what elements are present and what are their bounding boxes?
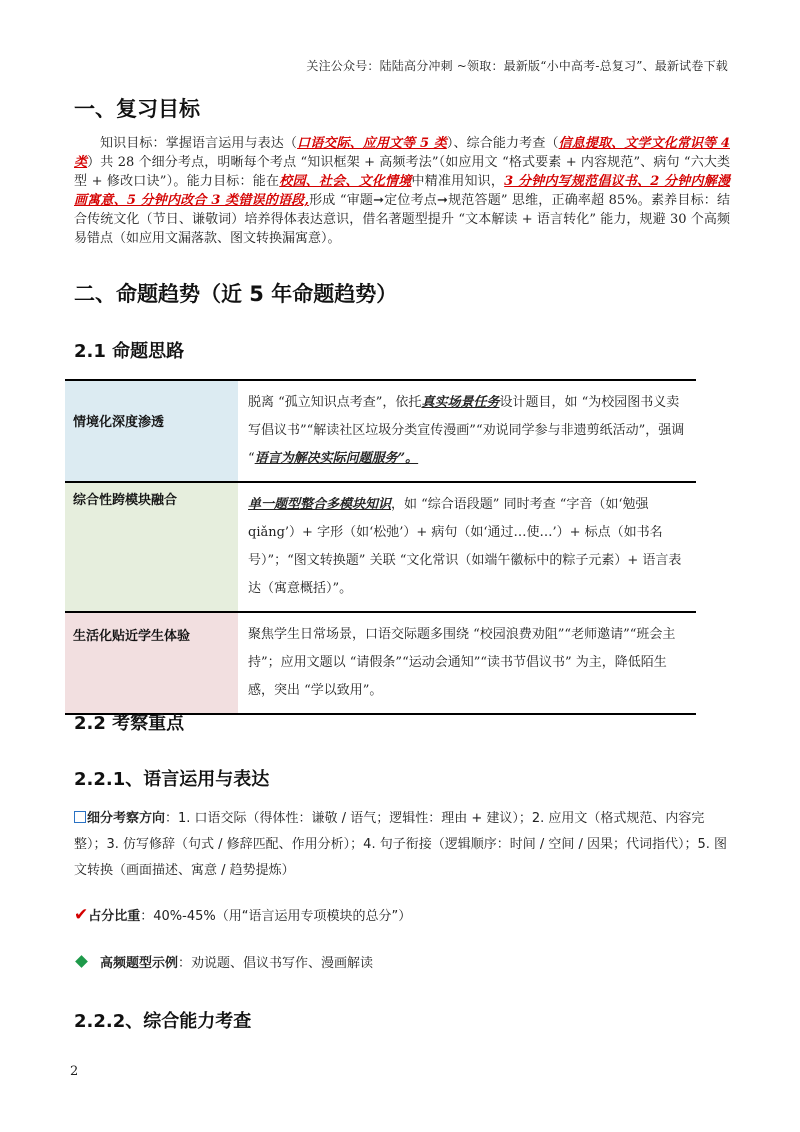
examples-text: ：劝说题、倡议书写作、漫画解读 [178,956,374,971]
row-content [238,612,696,714]
checkmark-icon: ✔ [74,905,89,925]
examples-line [74,951,734,977]
highlight-text: 3 分钟内写规范倡议书、2 分钟内解漫画寓意、5 分钟内改合 3 类错误的语段, [74,174,730,208]
row-label: 情境化深度渗透 [65,380,238,482]
trend-table [65,379,696,715]
ratio-text: ：40%-45%（用“语言运用专项模块的总分”） [140,909,412,924]
text-run: 形成 “审题➞定位考点➞规范答题” 思维，正确率超 85%。素养目标：结合传统文化（节日、谦敬词）培养得体表达意识，借名著题型提升 “文本解读 + 语言转化” 能力，规避 30 个高频易错点（如应用文漏落款、图文转换漏寓意）。 [74,193,730,246]
section-title-trends: 二、命题趋势（近 5 年命题趋势） [74,282,398,306]
emphasis-text: 语言为解决实际问题服务”。 [254,451,419,466]
text-run: 聚焦学生日常场景，口语交际题多围绕 “校园浪费劝阻”“老师邀请”“班会主持”；应用文题以 “请假条”“运动会通知”“读书节倡议书” 为主，降低陌生感，突出 “学以致用”。 [248,627,676,698]
section-title-2-2-1: 2.2.1、语言运用与表达 [74,769,270,790]
examples-label: 高频题型示例 [100,956,179,971]
text-run: 脱离 “孤立知识点考查”，依托 [248,395,422,410]
row-content [238,482,696,612]
emphasis-text: 真实场景任务 [421,395,500,410]
page-number: 2 [70,1064,79,1079]
ratio-label: 占分比重 [88,909,141,924]
text-run: ）、综合能力考查（ [446,136,559,151]
text-run: ）共 28 个细分考点，明晰每个考点 “知识框架 + 高频考法”（如应用文 “格式要素 + 内容规范”、病句 “六大类型 + 修改口诀”）。能力目标：能在 [74,155,730,189]
section-title-2-2-2: 2.2.2、综合能力考查 [74,1011,252,1032]
table-row [65,380,696,482]
row-content [238,380,696,482]
table-row [65,612,696,714]
ratio-line [74,902,734,930]
section-title-2-1: 2.1 命题思路 [74,341,185,362]
highlight-text: 口语交际、应用文等 5 类 [297,136,447,151]
checkbox-icon [74,811,86,823]
text-run: 设计题目，如 “为校园图书义卖写倡议书”“解读社区垃圾分类宣传漫画”“劝说同学参与非遗剪纸活动”，强调 “ [248,395,685,466]
section-title-2-2: 2.2 考察重点 [74,713,185,734]
highlight-text: 校园、社会、文化情境 [279,174,412,189]
direction-label: 细分考察方向 [87,811,166,826]
row-label: 生活化贴近学生体验 [65,612,238,714]
review-goals-paragraph [74,134,730,248]
direction-text: ：1. 口语交际（得体性：谦敬 / 语气；逻辑性：理由 + 建议）；2. 应用文（格式规范、内容完整）；3. 仿写修辞（句式 / 修辞匹配、作用分析）；4. 句子衔接（逻辑顺序：时间 / 空间 / 因果；代词指代）；5. 图文转换（画面描述、寓意 / 趋势提炼） [74,811,728,878]
page-header: 关注公众号：陆陆高分冲刺 ~领取：最新版“小中高考-总复习”、最新试卷下载 [306,59,728,73]
text-run: 中精准用知识， [411,174,505,189]
row-label: 综合性跨模块融合 [65,482,238,612]
diamond-icon [75,955,88,968]
section-title-review-goals: 一、复习目标 [74,97,200,121]
text-run: 知识目标：掌握语言运用与表达（ [100,136,298,151]
highlight-text: 信息提取、文学文化常识等 4 类 [74,136,730,170]
direction-paragraph [74,806,734,884]
table-row [65,482,696,612]
text-run: ，如 “综合语段题” 同时考查 “字音（如‘勉强 qiǎng’）+ 字形（如‘松弛’）+ 病句（如‘通过…使…’）+ 标点（如书名号）”；“图文转换题” 关联 “文化常识（如端午徽标中的粽子元素）+ 语言表达（寓意概括）”。 [248,497,682,596]
emphasis-text: 单一题型整合多模块知识 [248,497,392,512]
